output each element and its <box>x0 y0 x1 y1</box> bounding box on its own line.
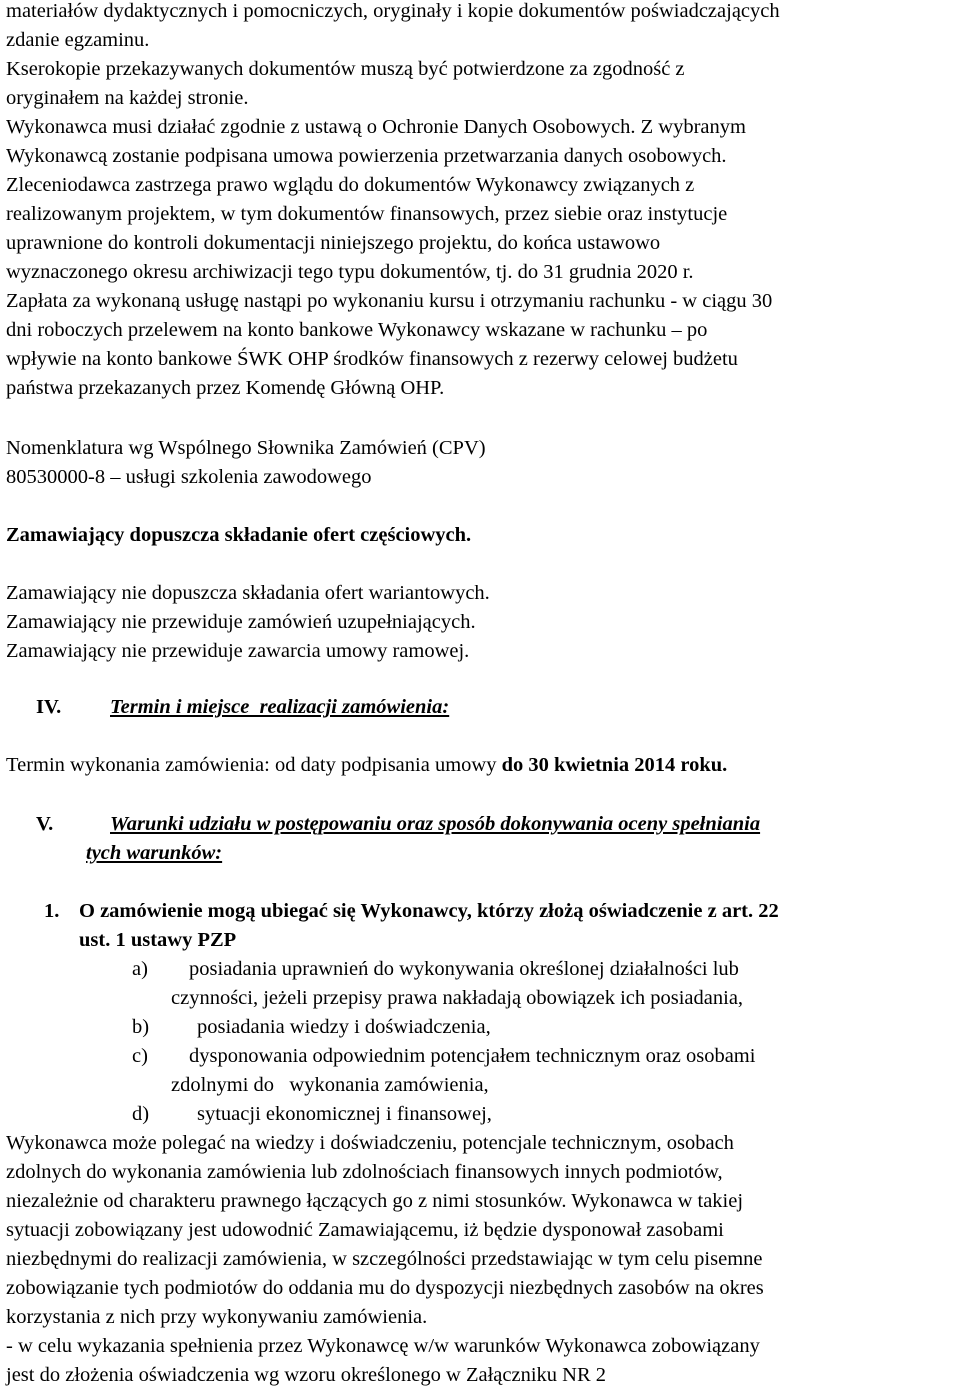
text-line: wpływie na konto bankowe ŚWK OHP środków finansowych z rezerwy celowej budżetu <box>6 348 738 370</box>
restriction-line: Zamawiający nie przewiduje zawarcia umowy ramowej. <box>6 640 470 662</box>
restrictions-list <box>6 579 954 666</box>
cpv-nomenclature <box>6 434 954 492</box>
sub-item-a-line2: czynności, jeżeli przepisy prawa nakładają obowiązek ich posiadania, <box>171 987 744 1009</box>
section-5-title-line2: tych warunków: <box>86 842 223 864</box>
condition-1-line2: ust. 1 ustawy PZP <box>79 929 237 951</box>
completion-term-text: Termin wykonania zamówienia: od daty podpisania umowy <box>6 754 502 776</box>
text-line: zobowiązanie tych podmiotów do oddania mu do dyspozycji niezbędnych zasobów na okres <box>6 1277 764 1299</box>
text-line: - w celu wykazania spełnienia przez Wykonawcę w/w warunków Wykonawca zobowiązany <box>6 1335 760 1357</box>
text-line: niezbędnymi do realizacji zamówienia, w szczególności przedstawiając w tym celu pisemne <box>6 1248 763 1270</box>
sub-item-d-line1: sytuacji ekonomicznej i finansowej, <box>197 1103 492 1125</box>
condition-1-line1: O zamówienie mogą ubiegać się Wykonawcy, którzy złożą oświadczenie z art. 22 <box>79 900 779 922</box>
text-line: Zapłata za wykonaną usługę nastąpi po wykonaniu kursu i otrzymaniu rachunku - w ciągu 30 <box>6 290 773 312</box>
completion-term-date: do 30 kwietnia 2014 roku. <box>501 754 728 776</box>
completion-term <box>6 751 954 780</box>
text-line: Wykonawcą zostanie podpisana umowa powierzenia przetwarzania danych osobowych. <box>6 145 727 167</box>
intro-paragraph <box>6 0 954 403</box>
sub-item-c-letter: c) <box>132 1045 148 1067</box>
restriction-line: Zamawiający nie dopuszcza składania ofert wariantowych. <box>6 582 490 604</box>
sub-item-b-line1: posiadania wiedzy i doświadczenia, <box>197 1016 491 1038</box>
partial-offers-text: Zamawiający dopuszcza składanie ofert częściowych. <box>6 524 472 546</box>
text-line: realizowanym projektem, w tym dokumentów finansowych, przez siebie oraz instytucje <box>6 203 728 225</box>
sub-item-b-letter: b) <box>132 1016 150 1038</box>
section-5-title-line1: Warunki udziału w postępowaniu oraz sposób dokonywania oceny spełniania <box>110 813 761 835</box>
cpv-code: 80530000-8 – usługi szkolenia zawodowego <box>6 466 372 488</box>
text-line: niezależnie od charakteru prawnego łączących go z nimi stosunków. Wykonawca w takiej <box>6 1190 744 1212</box>
text-line: zdanie egzaminu. <box>6 29 150 51</box>
text-line: dni roboczych przelewem na konto bankowe Wykonawcy wskazane w rachunku – po <box>6 319 708 341</box>
condition-1-number: 1. <box>44 900 60 922</box>
sub-item-d-letter: d) <box>132 1103 150 1125</box>
text-line: uprawnione do kontroli dokumentacji niniejszego projektu, do końca ustawowo <box>6 232 661 254</box>
sub-item-c-line2: zdolnymi do wykonania zamówienia, <box>171 1074 489 1096</box>
text-line: Zleceniodawca zastrzega prawo wglądu do dokumentów Wykonawcy związanych z <box>6 174 695 196</box>
restriction-line: Zamawiający nie przewiduje zamówień uzupełniających. <box>6 611 476 633</box>
capacity-paragraph <box>6 1129 954 1390</box>
section-4-title: Termin i miejsce realizacji zamówienia: <box>110 696 450 718</box>
text-line: korzystania z nich przy wykonywaniu zamówienia. <box>6 1306 428 1328</box>
text-line: jest do złożenia oświadczenia wg wzoru określonego w Załączniku NR 2 <box>6 1364 606 1386</box>
text-line: materiałów dydaktycznych i pomocniczych, oryginały i kopie dokumentów poświadczających <box>6 0 780 22</box>
text-line: oryginałem na każdej stronie. <box>6 87 249 109</box>
sub-item-a-letter: a) <box>132 958 148 980</box>
text-line: zdolnych do wykonania zamówienia lub zdolnościach finansowych innych podmiotów, <box>6 1161 723 1183</box>
partial-offers-note <box>6 521 954 550</box>
section-4-number: IV. <box>36 696 62 718</box>
section-5-number: V. <box>36 813 54 835</box>
text-line: Wykonawca musi działać zgodnie z ustawą o Ochronie Danych Osobowych. Z wybranym <box>6 116 746 138</box>
completion-term-line <box>6 751 954 780</box>
sub-item-c-line1: dysponowania odpowiednim potencjałem technicznym oraz osobami <box>189 1045 756 1067</box>
text-line: sytuacji zobowiązany jest udowodnić Zamawiającemu, iż będzie dysponował zasobami <box>6 1219 724 1241</box>
text-line: Wykonawca może polegać na wiedzy i doświadczeniu, potencjale technicznym, osobach <box>6 1132 734 1154</box>
text-line: państwa przekazanych przez Komendę Główną OHP. <box>6 377 445 399</box>
sub-item-a-line1: posiadania uprawnień do wykonywania określonej działalności lub <box>189 958 739 980</box>
text-line: Kserokopie przekazywanych dokumentów muszą być potwierdzone za zgodność z <box>6 58 685 80</box>
cpv-title: Nomenklatura wg Wspólnego Słownika Zamówień (CPV) <box>6 437 486 459</box>
text-line: wyznaczonego okresu archiwizacji tego typu dokumentów, tj. do 31 grudnia 2020 r. <box>6 261 694 283</box>
